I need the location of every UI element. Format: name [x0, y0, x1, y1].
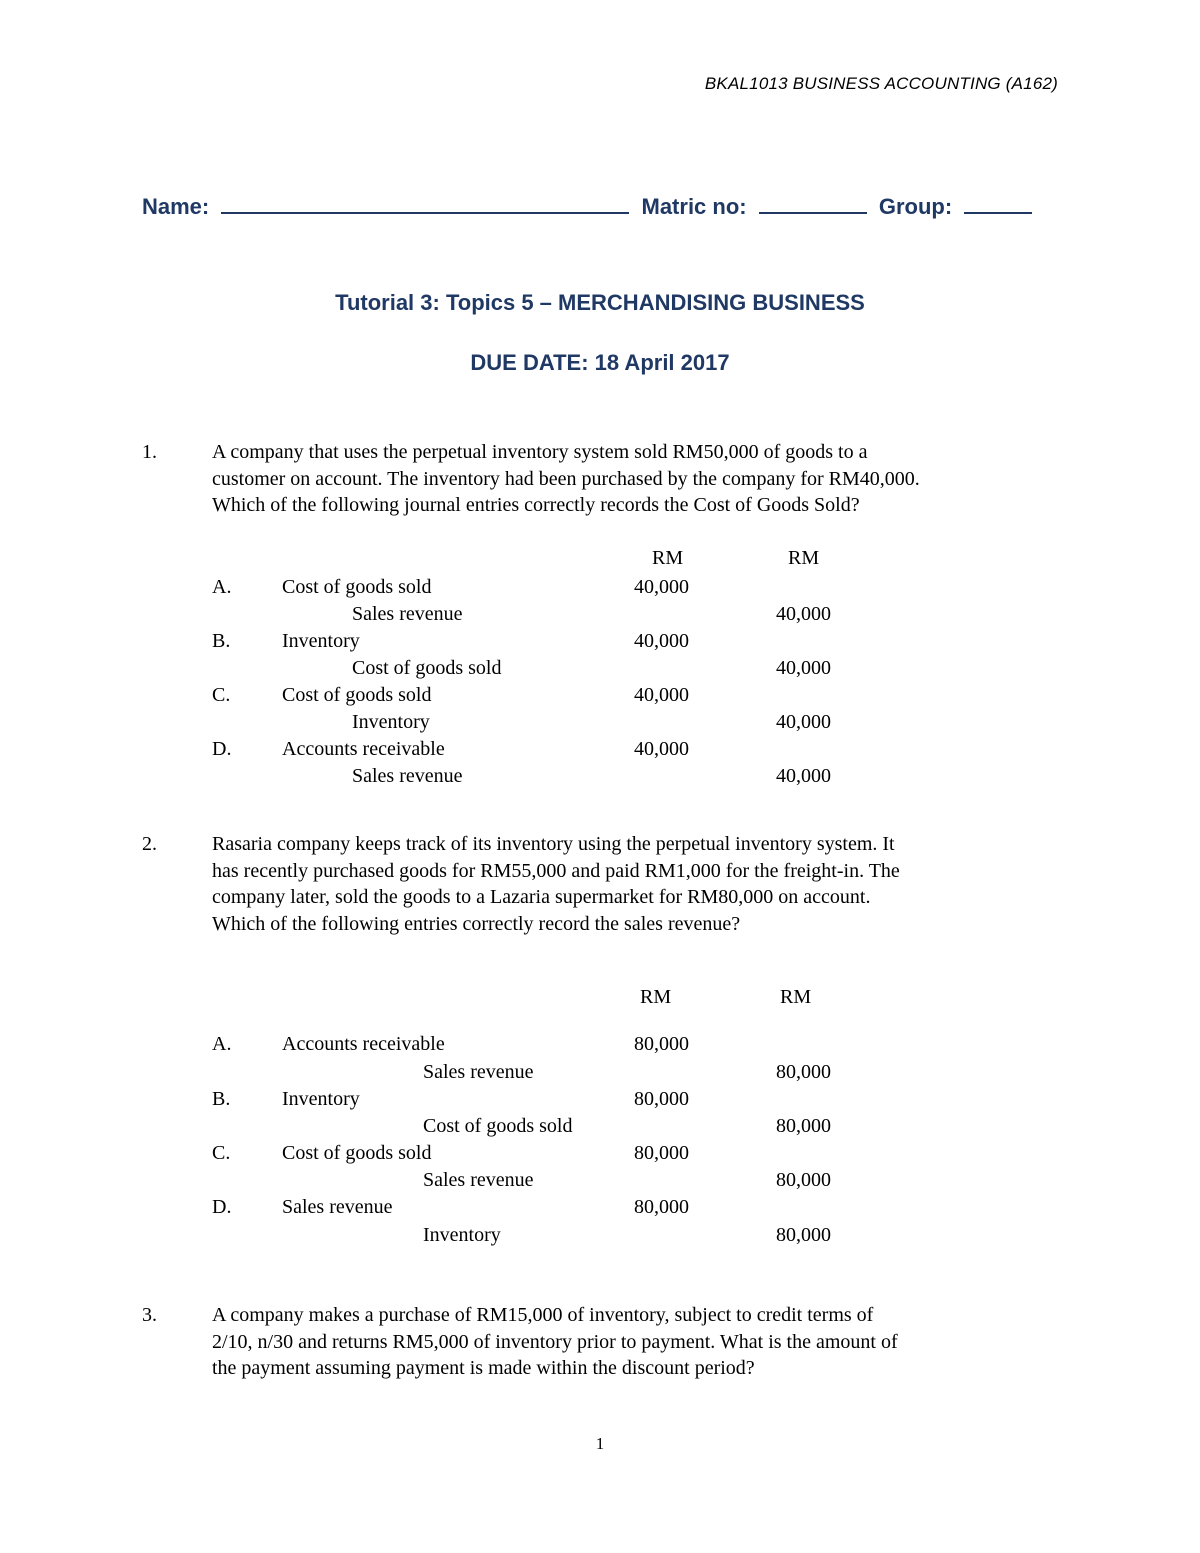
credit-amount: 80,000 — [776, 1115, 831, 1137]
credit-column-header: RM — [780, 986, 812, 1008]
question-line: Which of the following journal entries correctly records the Cost of Goods Sold? — [212, 494, 860, 516]
debit-amount: 40,000 — [634, 630, 689, 652]
debit-account: Sales revenue — [282, 1196, 393, 1218]
option-letter: B. — [212, 1088, 231, 1110]
name-blank[interactable] — [221, 192, 629, 214]
question-line: A company makes a purchase of RM15,000 of inventory, subject to credit terms of — [212, 1304, 874, 1326]
option-letter: C. — [212, 684, 231, 706]
debit-amount: 40,000 — [634, 576, 689, 598]
question-text — [212, 831, 1050, 937]
question-number: 1. — [142, 441, 157, 463]
question-line: 2/10, n/30 and returns RM5,000 of inventory prior to payment. What is the amount of — [212, 1330, 898, 1353]
matric-label: Matric no: — [641, 194, 747, 219]
debit-amount: 80,000 — [634, 1196, 689, 1218]
credit-account: Inventory — [423, 1224, 501, 1246]
debit-account: Cost of goods sold — [282, 1142, 432, 1164]
credit-amount: 80,000 — [776, 1169, 831, 1191]
debit-account: Inventory — [282, 630, 360, 652]
debit-column-header: RM — [640, 986, 672, 1008]
credit-account: Sales revenue — [352, 603, 463, 625]
credit-amount: 80,000 — [776, 1224, 831, 1246]
question-number: 3. — [142, 1304, 157, 1326]
debit-amount: 80,000 — [634, 1033, 689, 1055]
debit-amount: 80,000 — [634, 1142, 689, 1164]
debit-account: Accounts receivable — [282, 1033, 445, 1055]
due-date: DUE DATE: 18 April 2017 — [470, 350, 730, 375]
debit-account: Cost of goods sold — [282, 684, 432, 706]
credit-account: Sales revenue — [423, 1061, 534, 1083]
debit-amount: 40,000 — [634, 684, 689, 706]
option-letter: D. — [212, 738, 232, 760]
student-info-line — [142, 192, 1038, 220]
question-line: Rasaria company keeps track of its inventory using the perpetual inventory system. It — [212, 833, 895, 855]
debit-account: Accounts receivable — [282, 738, 445, 760]
page-number: 1 — [595, 1434, 605, 1453]
question-line: has recently purchased goods for RM55,000 and paid RM1,000 for the freight-in. The — [212, 859, 900, 882]
option-letter: D. — [212, 1196, 232, 1218]
option-letter: B. — [212, 630, 231, 652]
matric-blank[interactable] — [759, 192, 867, 214]
question-line: the payment assuming payment is made within the discount period? — [212, 1357, 755, 1379]
credit-account: Cost of goods sold — [423, 1115, 573, 1137]
debit-amount: 80,000 — [634, 1088, 689, 1110]
credit-amount: 40,000 — [776, 657, 831, 679]
credit-amount: 40,000 — [776, 603, 831, 625]
debit-account: Inventory — [282, 1088, 360, 1110]
question-line: customer on account. The inventory had been purchased by the company for RM40,000. — [212, 467, 920, 490]
question-line: Which of the following entries correctly record the sales revenue? — [212, 912, 741, 935]
credit-account: Sales revenue — [423, 1169, 534, 1191]
option-letter: C. — [212, 1142, 231, 1164]
credit-amount: 40,000 — [776, 765, 831, 787]
credit-account: Sales revenue — [352, 765, 463, 787]
credit-column-header: RM — [788, 547, 820, 569]
question-line: company later, sold the goods to a Lazaria supermarket for RM80,000 on account. — [212, 886, 871, 908]
debit-column-header: RM — [652, 547, 684, 569]
question-number: 2. — [142, 833, 157, 855]
tutorial-title: Tutorial 3: Topics 5 – MERCHANDISING BUSINESS — [335, 290, 865, 315]
debit-amount: 40,000 — [634, 738, 689, 760]
name-label: Name: — [142, 194, 210, 219]
group-blank[interactable] — [964, 192, 1032, 214]
credit-account: Cost of goods sold — [352, 657, 502, 679]
course-header: BKAL1013 BUSINESS ACCOUNTING (A162) — [704, 74, 1058, 93]
credit-amount: 80,000 — [776, 1061, 831, 1083]
question-text — [212, 1302, 1050, 1382]
option-letter: A. — [212, 576, 232, 598]
question-line: A company that uses the perpetual inventory system sold RM50,000 of goods to a — [212, 441, 868, 463]
debit-account: Cost of goods sold — [282, 576, 432, 598]
group-label: Group: — [878, 194, 953, 219]
credit-account: Inventory — [352, 711, 430, 733]
question-text — [212, 439, 1050, 519]
credit-amount: 40,000 — [776, 711, 831, 733]
option-letter: A. — [212, 1033, 232, 1055]
